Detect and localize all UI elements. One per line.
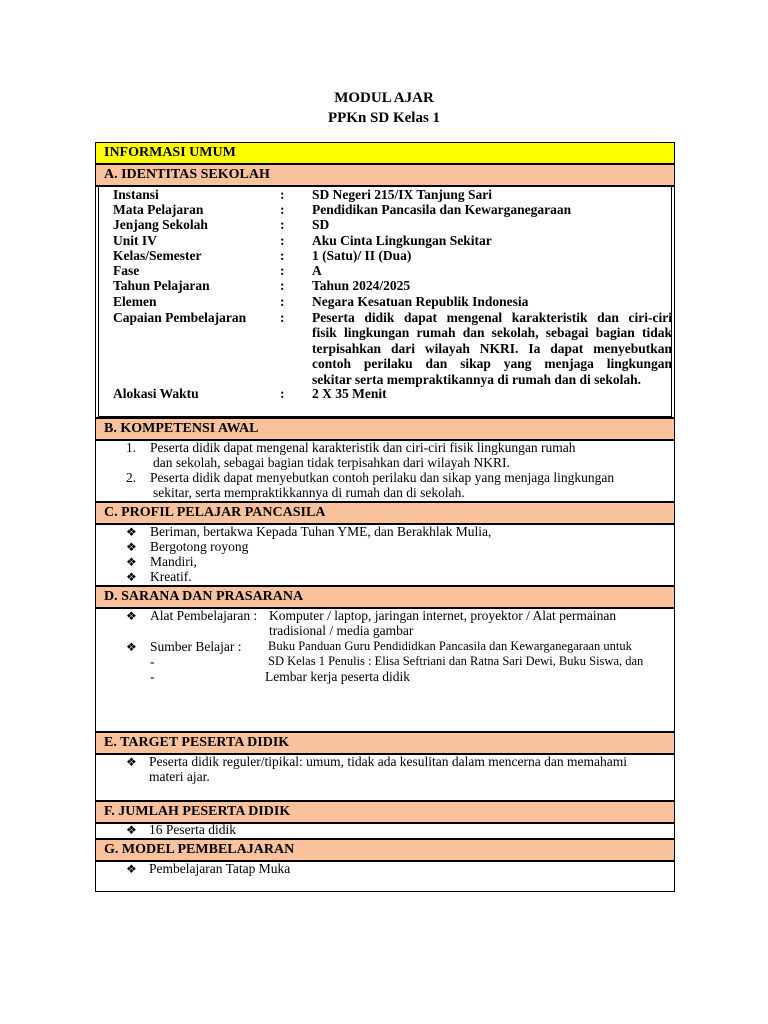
target-line2: materi ajar. [149, 769, 210, 784]
identitas-label: Mata Pelajaran [113, 202, 204, 217]
identitas-label: Elemen [113, 294, 157, 309]
bullet-icon: ❖ [126, 570, 137, 584]
identitas-colon: : [280, 294, 285, 309]
profil-item: Bergotong royong [150, 539, 249, 554]
identitas-label: Jenjang Sekolah [113, 217, 208, 232]
model-item: Pembelajaran Tatap Muka [149, 861, 291, 876]
identitas-label: Alokasi Waktu [113, 386, 199, 401]
identitas-label: Fase [113, 263, 140, 278]
kompetensi-item-1-line2: dan sekolah, sebagai bagian tidak terpisahkan dari wilayah NKRI. [153, 455, 510, 470]
kompetensi-item-2-line2: sekitar, serta mempraktikkannya di rumah dan di sekolah. [153, 485, 465, 500]
section-model-header: G. MODEL PEMBELAJARAN [95, 839, 675, 861]
identitas-value: Aku Cinta Lingkungan Sekitar [312, 233, 492, 248]
identitas-label: Instansi [113, 187, 159, 202]
sarana-sumber-line2: SD Kelas 1 Penulis : Elisa Seftriani dan Ratna Sari Dewi, Buku Siswa, dan [268, 654, 644, 668]
capaian-line: fisik lingkungan rumah dan sekolah, sebagai bagian tidak [312, 325, 672, 340]
identitas-colon: : [280, 217, 285, 232]
section-informasi-umum: INFORMASI UMUM [95, 142, 675, 164]
identitas-colon: : [280, 202, 285, 217]
bullet-icon: ❖ [126, 640, 137, 654]
bullet-icon: ❖ [126, 609, 137, 623]
kompetensi-num-1: 1. [126, 440, 137, 455]
identitas-value: Pendidikan Pancasila dan Kewarganegaraan [312, 202, 572, 217]
target-line1: Peserta didik reguler/tipikal: umum, tidak ada kesulitan dalam mencerna dan memahami [149, 754, 627, 769]
sarana-alat-label: Alat Pembelajaran : [150, 608, 258, 623]
section-target-header: E. TARGET PESERTA DIDIK [95, 732, 675, 754]
bullet-icon: ❖ [126, 823, 137, 837]
sarana-sumber-line1: Buku Panduan Guru Pendididkan Pancasila dan Kewarganegaraan untuk [268, 639, 632, 653]
identitas-label: Tahun Pelajaran [113, 278, 210, 293]
identitas-colon: : [280, 386, 285, 401]
identitas-value: A [312, 263, 322, 278]
section-kompetensi-header: B. KOMPETENSI AWAL [95, 418, 675, 440]
document-subtitle: PPKn SD Kelas 1 [327, 110, 441, 126]
sarana-dash-2: - [150, 669, 155, 684]
identitas-value: SD Negeri 215/IX Tanjung Sari [312, 187, 493, 202]
sarana-dash-1: - [150, 654, 155, 669]
identitas-label: Capaian Pembelajaran [113, 310, 247, 325]
section-profil-header: C. PROFIL PELAJAR PANCASILA [95, 502, 675, 524]
capaian-line: terpisahkan dari wilayah NKRI. Ia dapat menyebutkan [312, 341, 672, 356]
profil-item: Kreatif. [150, 569, 192, 584]
bullet-icon: ❖ [126, 755, 137, 769]
jumlah-item: 16 Peserta didik [149, 822, 236, 837]
identitas-label: Unit IV [113, 233, 157, 248]
kompetensi-item-1-line1: Peserta didik dapat mengenal karakteristik dan ciri-ciri fisik lingkungan rumah [150, 440, 576, 455]
identitas-colon: : [280, 233, 285, 248]
section-sarana-header: D. SARANA DAN PRASARANA [95, 586, 675, 608]
bullet-icon: ❖ [126, 862, 137, 876]
identitas-value: 2 X 35 Menit [312, 386, 387, 401]
identitas-colon: : [280, 248, 285, 263]
identitas-value: Negara Kesatuan Republik Indonesia [312, 294, 529, 309]
identitas-value: SD [312, 217, 330, 232]
kompetensi-item-2-line1: Peserta didik dapat menyebutkan contoh perilaku dan sikap yang menjaga lingkungan [150, 470, 615, 485]
document-title: MODUL AJAR [334, 90, 434, 106]
bullet-icon: ❖ [126, 525, 137, 539]
capaian-line: contoh perilaku dan sikap yang menjaga lingkungan [312, 356, 672, 371]
identitas-value: Peserta didik dapat mengenal karakteristik dan ciri-ciri [312, 310, 672, 325]
identitas-colon: : [280, 278, 285, 293]
identitas-colon: : [280, 187, 285, 202]
bullet-icon: ❖ [126, 540, 137, 554]
profil-item: Beriman, bertakwa Kepada Tuhan YME, dan Berakhlak Mulia, [150, 524, 492, 539]
sarana-sumber-line3: Lembar kerja peserta didik [265, 669, 411, 684]
kompetensi-num-2: 2. [126, 470, 137, 485]
identitas-value: 1 (Satu)/ II (Dua) [312, 248, 412, 263]
identitas-colon: : [280, 310, 285, 325]
sarana-alat-line1: Komputer / laptop, jaringan internet, proyektor / Alat permainan [269, 608, 617, 623]
section-identitas-header: A. IDENTITAS SEKOLAH [95, 164, 675, 186]
capaian-line: sekitar serta mempraktikannya di rumah dan di sekolah. [312, 372, 642, 387]
section-jumlah-header: F. JUMLAH PESERTA DIDIK [95, 801, 675, 823]
identitas-value: Tahun 2024/2025 [312, 278, 411, 293]
sarana-sumber-label: Sumber Belajar : [150, 639, 242, 654]
bullet-icon: ❖ [126, 555, 137, 569]
sarana-alat-line2: tradisional / media gambar [269, 623, 414, 638]
identitas-colon: : [280, 263, 285, 278]
identitas-label: Kelas/Semester [113, 248, 202, 263]
profil-item: Mandiri, [150, 554, 197, 569]
